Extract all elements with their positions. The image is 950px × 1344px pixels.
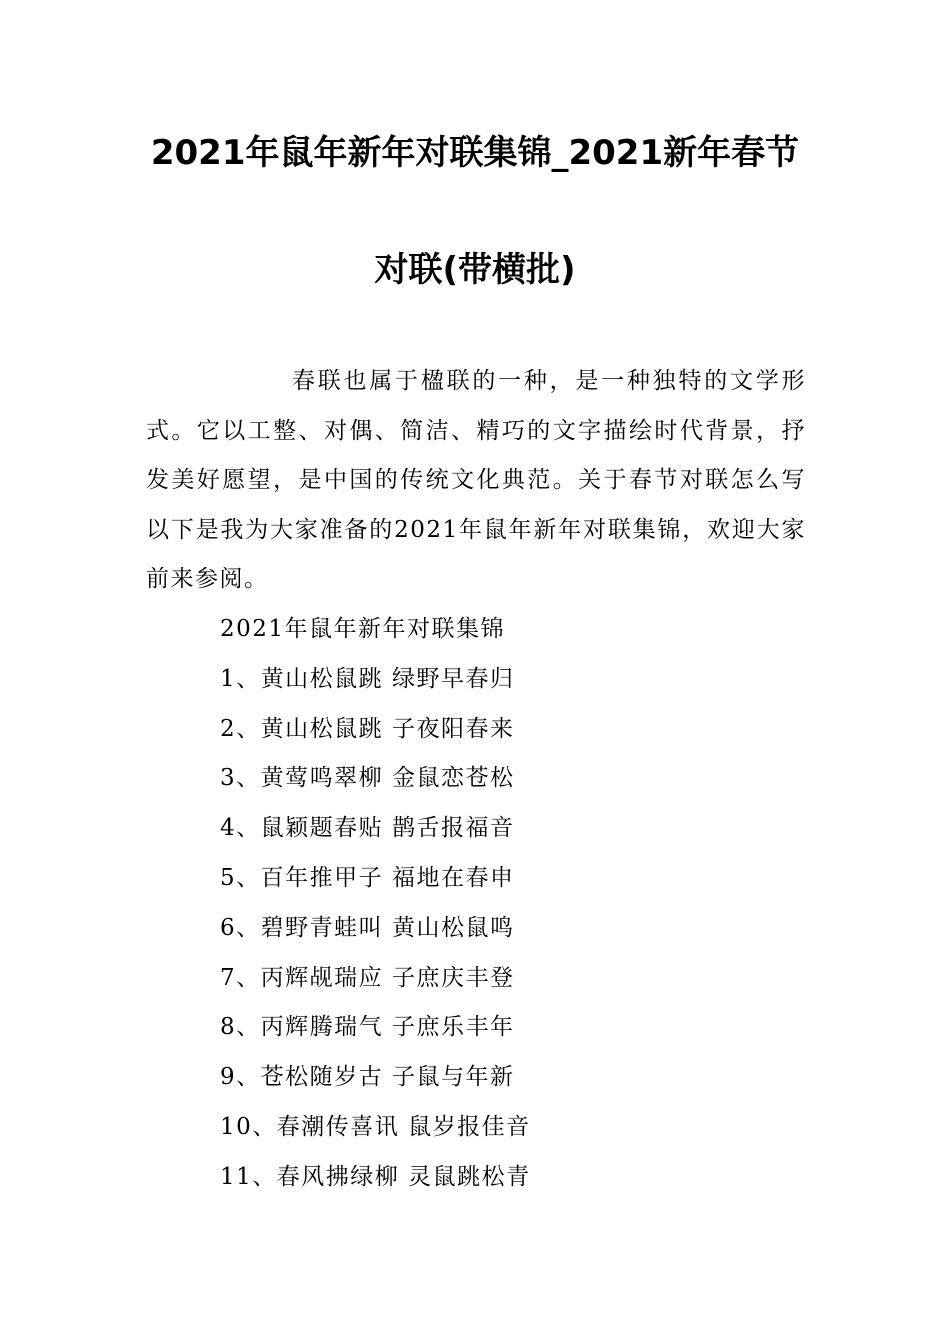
list-item: 10、春潮传喜讯 鼠岁报佳音 — [220, 1113, 531, 1140]
list-item: 9、苍松随岁古 子鼠与年新 — [220, 1064, 515, 1091]
document-title-line-1: 2021年鼠年新年对联集锦_2021新年春节 — [150, 133, 800, 173]
list-item: 7、丙辉觇瑞应 子庶庆丰登 — [220, 964, 515, 991]
list-item: 2、黄山松鼠跳 子夜阳春来 — [220, 715, 515, 742]
list-item: 4、鼠颖题春贴 鹊舌报福音 — [220, 815, 515, 842]
list-item: 6、碧野青蛙叫 黄山松鼠鸣 — [220, 914, 515, 941]
list-item: 8、丙辉腾瑞气 子庶乐丰年 — [220, 1014, 515, 1041]
document-title-line-2: 对联(带横批) — [374, 250, 576, 290]
list-item: 1、黄山松鼠跳 绿野早春归 — [220, 665, 515, 692]
section-heading: 2021年鼠年新年对联集锦 — [220, 616, 506, 642]
couplet-list — [220, 605, 531, 1203]
list-item: 3、黄莺鸣翠柳 金鼠恋苍松 — [220, 765, 515, 792]
intro-paragraph: 春联也属于楹联的一种，是一种独特的文学形式。它以工整、对偶、简洁、精巧的文字描绘时代背景，抒发美好愿望，是中国的传统文化典范。关于春节对联怎么写以下是我为大家准备的2021年鼠年新年对联集锦，欢迎大家前来参阅。 — [146, 368, 806, 593]
list-item: 11、春风拂绿柳 灵鼠跳松青 — [220, 1163, 531, 1190]
list-item: 5、百年推甲子 福地在春申 — [220, 864, 515, 891]
